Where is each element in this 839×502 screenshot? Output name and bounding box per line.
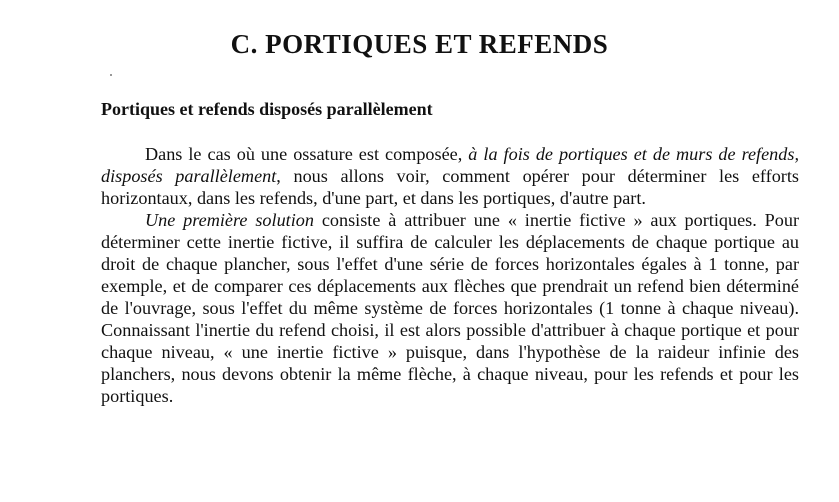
paragraph-1-emphasis: à la fois de portiques et de murs de refends, disposés parallèlement [101,144,799,186]
paragraph-1-lead: Dans le cas où une ossature est composée, [145,144,469,164]
paragraph-1 [101,143,799,209]
section-heading: C. PORTIQUES ET REFENDS [230,29,609,59]
paragraph-2-emphasis: Une première solution [145,210,314,230]
subsection-heading: Portiques et refends disposés parallèlement [101,99,433,119]
paragraph-1-rest: , nous allons voir, comment opérer pour déterminer les efforts horizontaux, dans les refends, d'une part, et dans les portiques, d'autre part. [101,166,799,208]
paragraph-2 [101,209,799,407]
body-text [101,143,799,407]
scan-speck [110,74,112,76]
paragraph-2-rest: consiste à attribuer une « inertie fictive » aux portiques. Pour déterminer cette inertie fictive, il suffira de calculer les déplacements de chaque portique au droit de chaque plancher, sous l'effet d'une série de forces horizontales égales à 1 tonne, par exemple, et de comparer ces déplacements aux flèches que prendrait un refend bien déterminé de l'ouvrage, sous l'effet du même système de forces horizontales (1 tonne à chaque niveau). Connaissant l'inertie du refend choisi, il est alors possible d'attribuer à chaque portique et pour chaque niveau, « une inertie fictive » puisque, dans l'hypothèse de la raideur infinie des planchers, nous devons obtenir la même flèche, à chaque niveau, pour les refends et pour les portiques. [101,210,800,406]
